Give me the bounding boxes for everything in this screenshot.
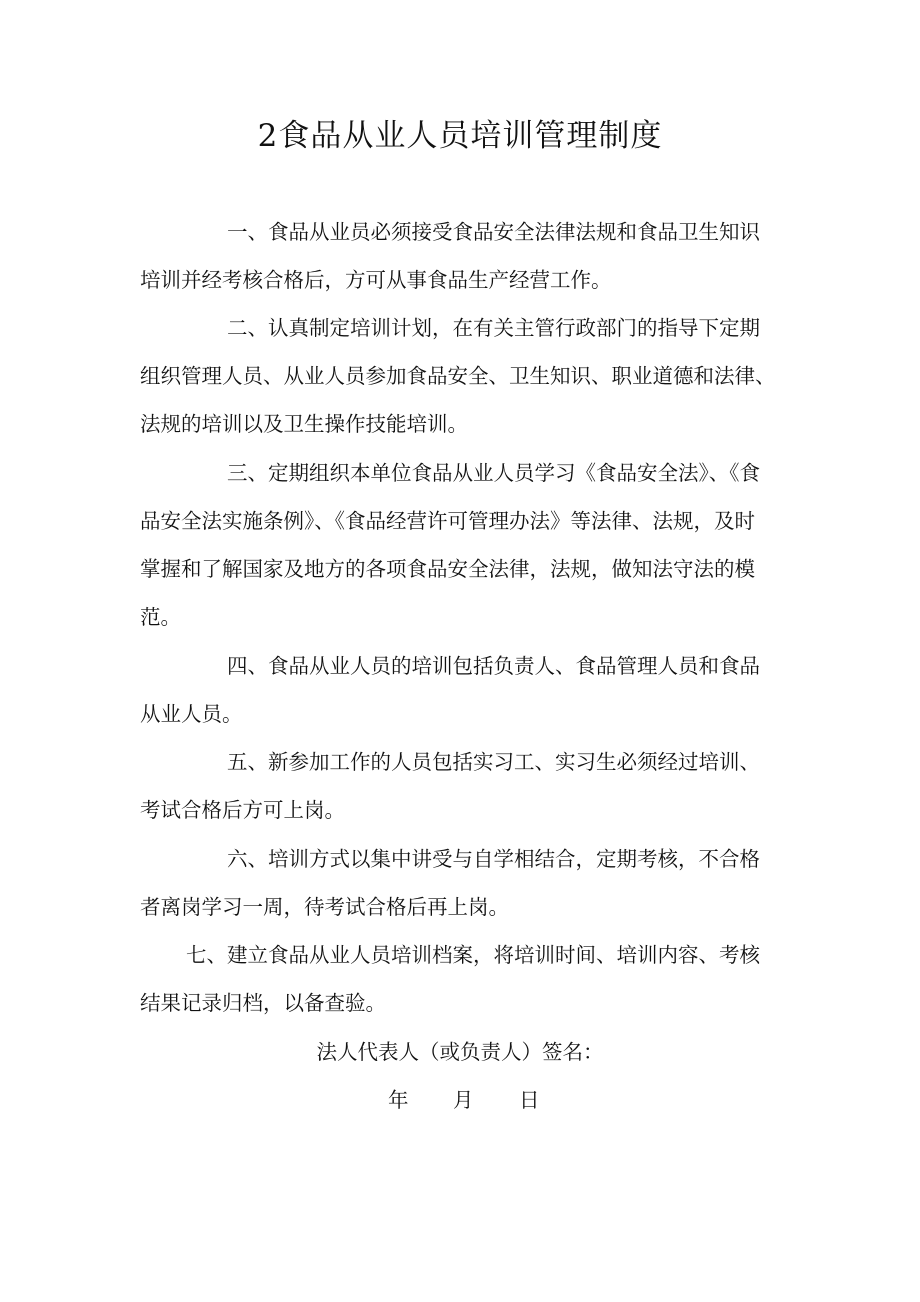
page-title: 2食品从业人员培训管理制度 [257,118,663,154]
paragraph-2-line-2: 组织管理人员、从业人员参加食品安全、卫生知识、职业道德和法律、 [140,364,776,388]
signature-line: 法人代表人（或负责人）签名： [316,1040,604,1064]
paragraph-2-line-1: 二、认真制定培训计划，在有关主管行政部门的指导下定期 [227,316,760,340]
paragraph-3-line-4: 范。 [140,605,181,629]
paragraph-1-line-2: 培训并经考核合格后，方可从事食品生产经营工作。 [140,268,612,292]
paragraph-6-line-1: 六、培训方式以集中讲受与自学相结合，定期考核，不合格 [227,847,760,871]
date-month: 月 [453,1088,474,1112]
paragraph-3-line-2: 品安全法实施条例》、《食品经营许可管理办法》等法律、法规，及时 [140,509,755,533]
paragraph-3-line-3: 掌握和了解国家及地方的各项食品安全法律，法规，做知法守法的模 [140,557,755,581]
paragraph-1-line-1: 一、食品从业员必须接受食品安全法律法规和食品卫生知识 [227,220,760,244]
paragraph-2-line-3: 法规的培训以及卫生操作技能培训。 [140,412,468,436]
paragraph-3-line-1: 三、定期组织本单位食品从业人员学习《食品安全法》、《食 [227,461,760,485]
paragraph-5-line-2: 考试合格后方可上岗。 [140,798,345,822]
paragraph-7-line-2: 结果记录归档，以备查验。 [140,991,386,1015]
paragraph-5-line-1: 五、新参加工作的人员包括实习工、实习生必须经过培训、 [227,750,760,774]
date-day: 日 [519,1088,540,1112]
paragraph-6-line-2: 者离岗学习一周，待考试合格后再上岗。 [140,895,509,919]
date-year: 年 [388,1088,409,1112]
paragraph-4-line-1: 四、食品从业人员的培训包括负责人、食品管理人员和食品 [227,654,760,678]
paragraph-4-line-2: 从业人员。 [140,702,243,726]
paragraph-7-line-1: 七、建立食品从业人员培训档案，将培训时间、培训内容、考核 [186,943,760,967]
